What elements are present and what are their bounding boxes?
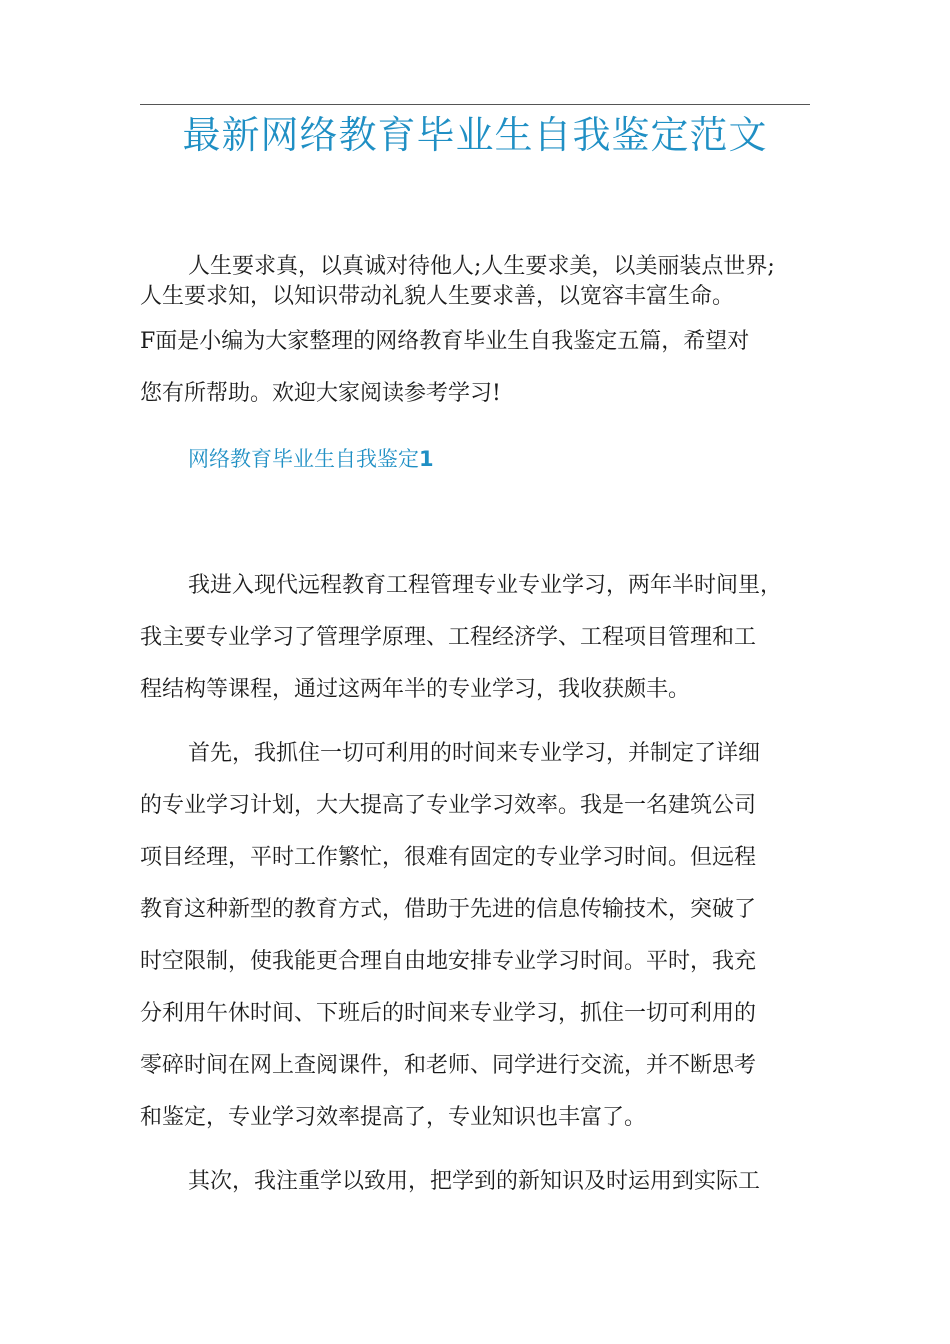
paragraph-line: 项目经理，平时工作繁忙，很难有固定的专业学习时间。但远程 <box>140 845 757 870</box>
intro-paragraph <box>140 252 812 312</box>
paragraph-line: 程结构等课程，通过这两年半的专业学习，我收获颇丰。 <box>140 677 691 702</box>
paragraph-line: 其次，我注重学以致用，把学到的新知识及时运用到实际工 <box>188 1169 761 1194</box>
paragraph-line: 教育这种新型的教育方式，借助于先进的信息传输技术，突破了 <box>140 897 757 922</box>
intro-line: 人生要求真，以真诚对待他人;人生要求美，以美丽装点世界; <box>188 254 775 279</box>
lead-line: 您有所帮助。欢迎大家阅读参考学习! <box>140 381 501 406</box>
lead-line: F面是小编为大家整理的网络教育毕业生自我鉴定五篇，希望对 <box>140 329 750 354</box>
paragraph-2 <box>140 728 812 1144</box>
paragraph-line: 时空限制，使我能更合理自由地安排专业学习时间。平时，我充 <box>140 949 757 974</box>
section-heading-number: 1 <box>419 447 434 471</box>
paragraph-line: 我主要专业学习了管理学原理、工程经济学、工程项目管理和工 <box>140 625 757 650</box>
header-rule <box>140 104 810 105</box>
paragraph-line: 和鉴定，专业学习效率提高了，专业知识也丰富了。 <box>140 1105 647 1130</box>
intro-line: 人生要求知，以知识带动礼貌人生要求善，以宽容丰富生命。 <box>140 284 735 309</box>
paragraph-line: 分利用午休时间、下班后的时间来专业学习，抓住一切可利用的 <box>140 1001 757 1026</box>
paragraph-line: 我进入现代远程教育工程管理专业专业学习，两年半时间里， <box>188 573 783 598</box>
section-heading <box>188 444 434 474</box>
section-heading-text: 网络教育毕业生自我鉴定 <box>188 447 419 471</box>
paragraph-line: 的专业学习计划，大大提高了专业学习效率。我是一名建筑公司 <box>140 793 757 818</box>
lead-paragraph <box>140 316 812 420</box>
document-title: 最新网络教育毕业生自我鉴定范文 <box>182 113 768 157</box>
paragraph-3 <box>140 1156 812 1208</box>
paragraph-line: 零碎时间在网上查阅课件，和老师、同学进行交流，并不断思考 <box>140 1053 757 1078</box>
paragraph-line: 首先，我抓住一切可利用的时间来专业学习，并制定了详细 <box>188 741 761 766</box>
paragraph-1 <box>140 560 812 716</box>
